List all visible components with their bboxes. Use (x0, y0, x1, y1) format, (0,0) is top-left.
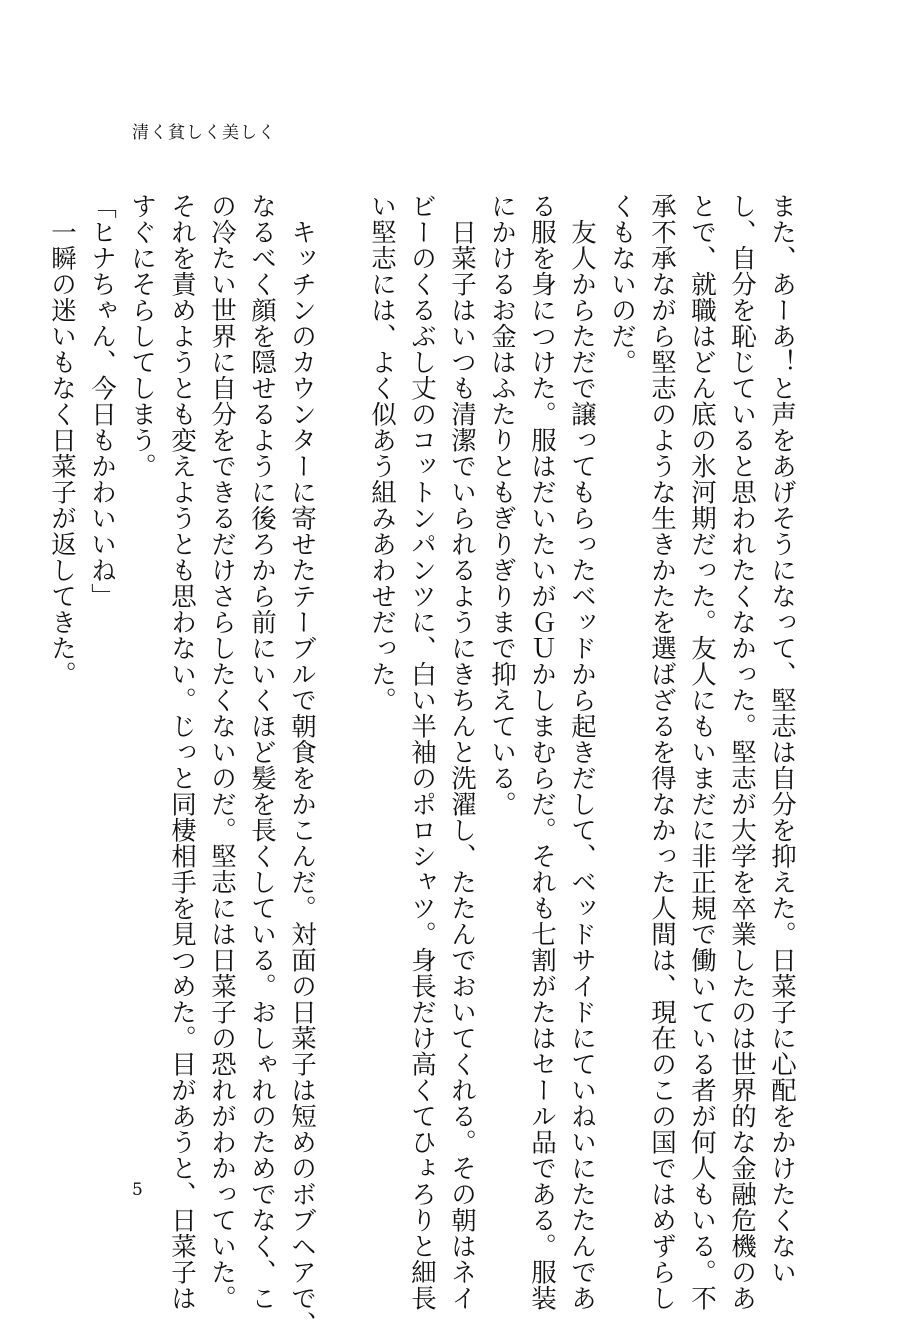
text-line: 承不承ながら堅志のような生きかたを選ばざるを得なかった人間は、現在のこの国ではめずらし (647, 193, 677, 1311)
text-line: の冷たい世界に自分をできるだけさらしたくないのだ。堅志には日菜子の恐れがわかっていた。 (207, 193, 237, 1311)
text-line: にかけるお金はふたりともぎりぎりまで抑えている。 (487, 193, 517, 817)
text-line: ビーのくるぶし丈のコットンパンツに、白い半袖のポロシャツ。身長だけ高くてひょろりと細長 (407, 193, 437, 1311)
text-line: とで、就職はどん底の氷河期だった。友人にもいまだに非正規で働いている者が何人もいる。不 (687, 193, 717, 1311)
text-line: 一瞬の迷いもなく日菜子が返してきた。 (47, 193, 77, 687)
running-head: 清く貧しく美しく (132, 123, 276, 143)
text-line: キッチンのカウンターに寄せたテーブルで朝食をかこんだ。対面の日菜子は短めのボブヘアで、 (287, 193, 317, 1337)
text-line: 友人からただで譲ってもらったベッドから起きだして、ベッドサイドにていねいにたたんであ (567, 193, 597, 1311)
text-line: 「ヒナちゃん、今日もかわいいね」 (87, 193, 117, 609)
text-line: し、自分を恥じていると思われたくなかった。堅志が大学を卒業したのは世界的な金融危機のあ (727, 193, 757, 1311)
text-line: くもないのだ。 (607, 193, 637, 375)
body-text (42, 193, 802, 1337)
text-line: い堅志には、よく似あう組みあわせだった。 (367, 193, 397, 713)
text-line: る服を身につけた。服はだいたいがＧＵかしまむらだ。それも七割がたはセール品である。服装 (527, 193, 557, 1311)
scene-break (322, 193, 362, 1203)
page-number: 5 (132, 1180, 143, 1200)
text-line: また、あーあ！と声をあげそうになって、堅志は自分を抑えた。日菜子に心配をかけたくない (767, 193, 797, 1285)
text-line: 日菜子はいつも清潔でいられるようにきちんと洗濯し、たたんでおいてくれる。その朝はネイ (447, 193, 477, 1311)
text-line: すぐにそらしてしまう。 (127, 193, 157, 479)
text-line: それを責めようとも変えようとも思わない。じっと同棲相手を見つめた。目があうと、日菜子は (167, 193, 197, 1311)
text-line: なるべく顔を隠せるように後ろから前にいくほど髪を長くしている。おしゃれのためでなく、こ (247, 193, 277, 1311)
